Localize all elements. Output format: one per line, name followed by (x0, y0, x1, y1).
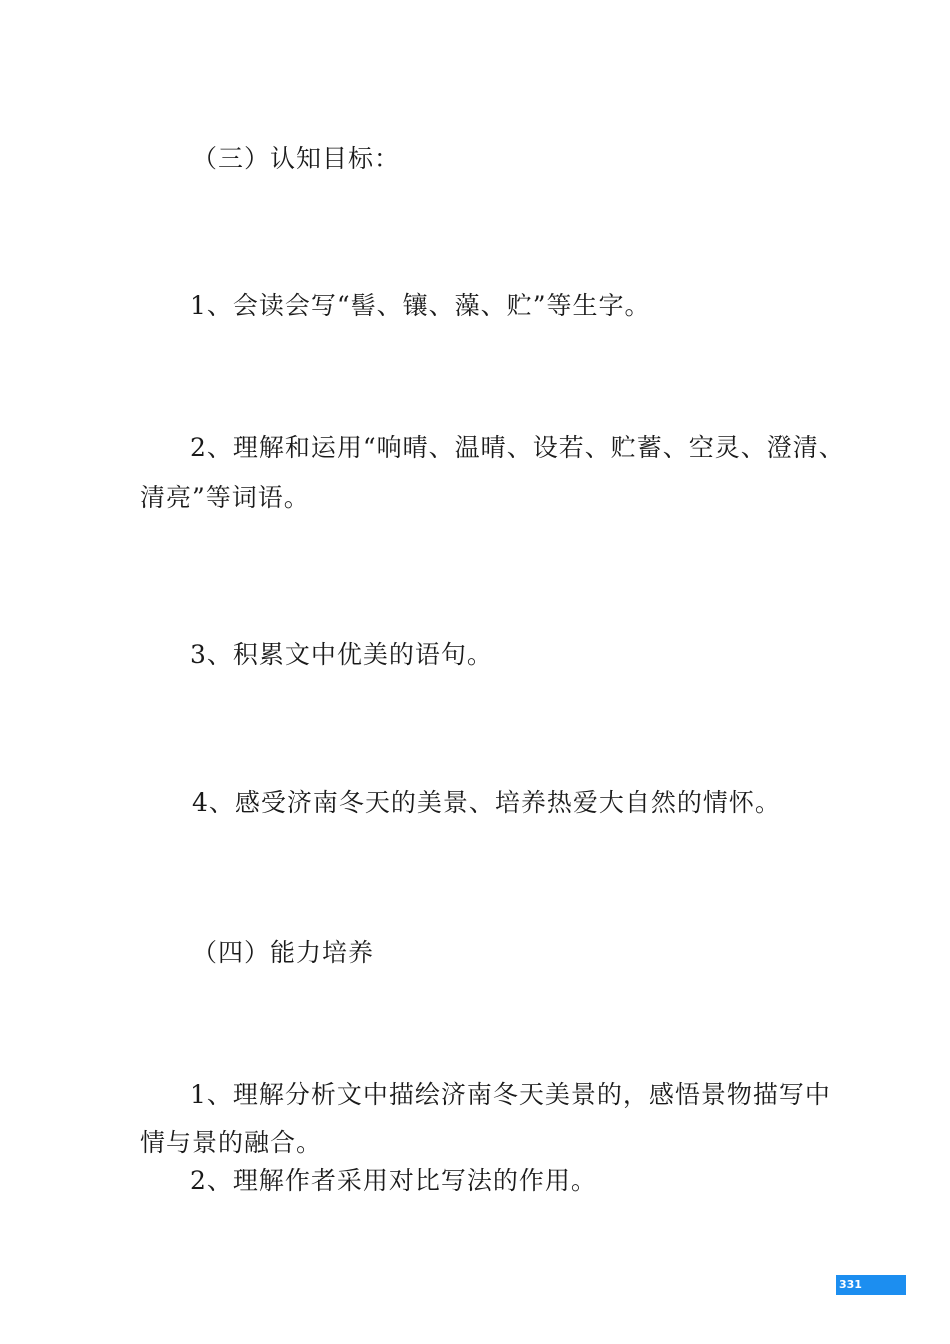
section-heading-ability: （四）能力培养 (192, 938, 375, 967)
cognitive-item-2-continued: 清亮”等词语。 (140, 483, 310, 512)
ability-item-2: 2、理解作者采用对比写法的作用。 (190, 1166, 597, 1195)
section-heading-cognitive: （三）认知目标： (192, 144, 401, 173)
cognitive-item-2: 2、理解和运用“响晴、温晴、设若、贮蓄、空灵、澄清、 (190, 433, 845, 462)
ability-item-1: 1、理解分析文中描绘济南冬天美景的，感悟景物描写中 (190, 1080, 831, 1109)
page-number-badge: 331 (836, 1275, 906, 1295)
cognitive-item-1: 1、会读会写“髻、镶、藻、贮”等生字。 (190, 291, 651, 320)
ability-item-1-continued: 情与景的融合。 (140, 1128, 323, 1157)
cognitive-item-3: 3、积累文中优美的语句。 (190, 640, 493, 669)
cognitive-item-4: 4、感受济南冬天的美景、培养热爱大自然的情怀。 (192, 788, 781, 817)
